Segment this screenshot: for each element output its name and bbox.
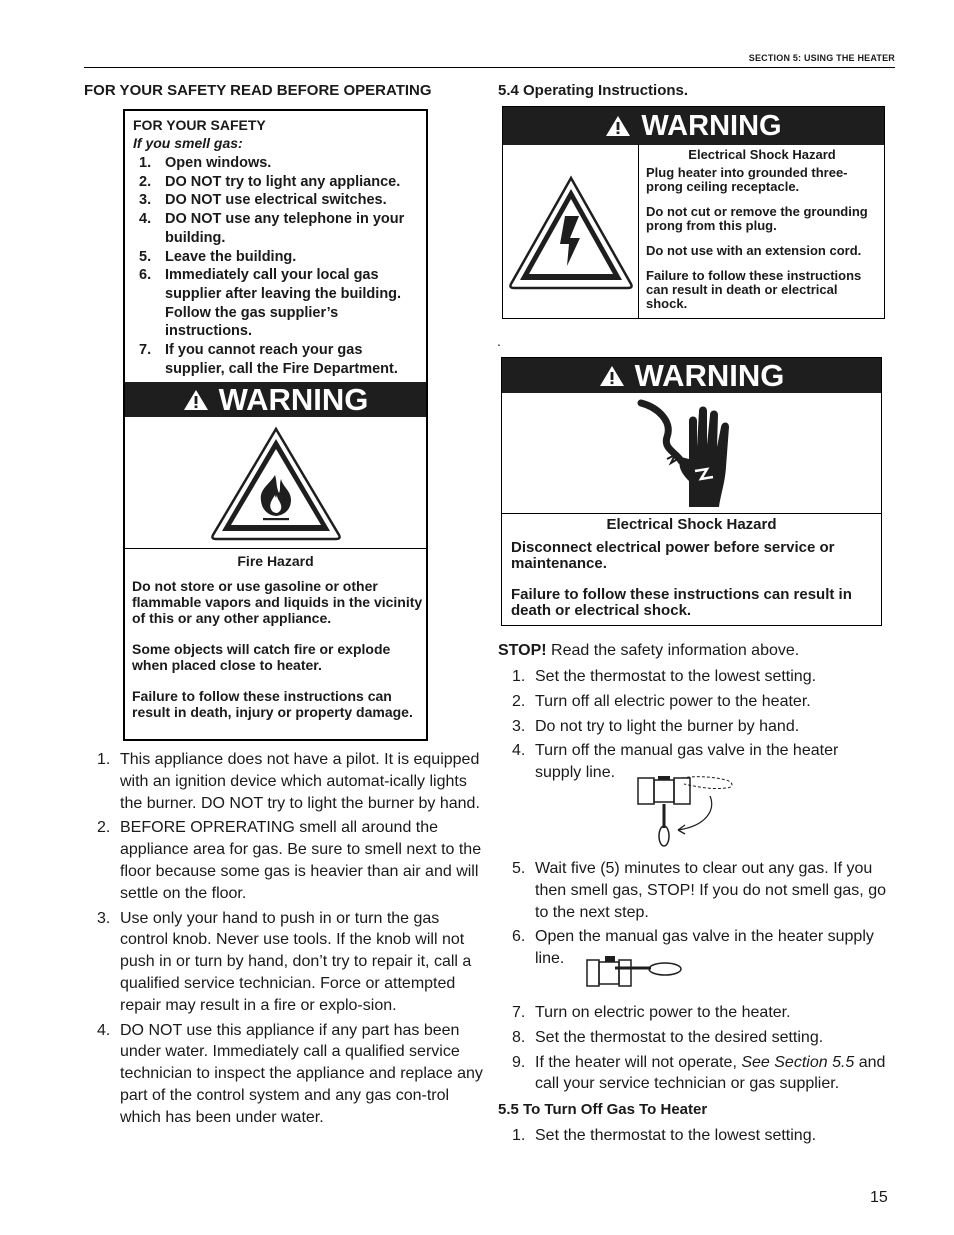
shock-symbol-cell: [503, 145, 639, 318]
list-item: 5. Leave the building.: [139, 248, 297, 265]
list-item: 1. Set the thermostat to the lowest setting.: [512, 1127, 817, 1144]
fire-hazard-title: Fire Hazard: [237, 553, 314, 569]
warning-label: WARNING: [218, 381, 369, 417]
list-item: 4. Turn off the manual gas valve in the heater supply line.: [512, 742, 839, 782]
paragraph: Failure to follow these instructions can result in death or electrical shock.: [646, 268, 862, 311]
operating-steps-list-a: [512, 666, 897, 787]
safety-instructions-list: [97, 749, 487, 1132]
header-rule: [84, 67, 895, 68]
stop-instruction: [498, 642, 799, 660]
warning-label: WARNING: [641, 109, 782, 142]
list-item: 6. Open the manual gas valve in the heater supply line.: [512, 928, 874, 968]
separator-dot: .: [497, 333, 501, 349]
safety-box-subtitle: If you smell gas:: [133, 135, 243, 151]
list-item: 3. Use only your hand to push in or turn the gas control knob. Never use tools. If the knob will not push in or turn by hand, don’t try to repair it, call a qualified service technician. Force or attempted repair may result in a fire or explo-sion.: [97, 909, 472, 1014]
warning-triangle-icon: [599, 365, 625, 387]
list-item: 1. Open windows.: [139, 155, 272, 171]
safety-steps-list: [139, 154, 425, 378]
fire-hazard-text: [132, 578, 424, 735]
electrical-hazard-title: Electrical Shock Hazard: [688, 147, 836, 162]
list-item: 3. Do not try to light the burner by hand.: [512, 717, 800, 735]
valve-closed-illustration: [630, 770, 740, 855]
paragraph: Do not use with an extension cord.: [646, 243, 862, 258]
turn-off-steps-list: [512, 1125, 897, 1150]
gas-valve-on-icon: [585, 952, 685, 994]
hand-shock-icon: [637, 397, 747, 509]
list-item: 7. If you cannot reach your gas supplier, call the Fire Department.: [139, 342, 398, 377]
paragraph: Failure to follow these instructions can result in death, injury or property damage.: [132, 688, 413, 720]
paragraph: Failure to follow these instructions can result in death or electrical shock.: [511, 586, 852, 619]
warning-triangle-icon: [605, 115, 631, 137]
list-item: 7. Turn on electric power to the heater.: [512, 1004, 791, 1021]
operating-instructions-heading: 5.4 Operating Instructions.: [498, 82, 689, 99]
paragraph: Do not cut or remove the grounding prong from this plug.: [646, 204, 868, 233]
electrical-warning-banner: [503, 107, 884, 145]
list-item: 4. DO NOT use this appliance if any part has been under water. Immediately call a qualified service technician to inspect the appliance and replace any part of the control system and any gas con-trol which has been under water.: [97, 1021, 483, 1126]
fire-hazard-symbol: [125, 417, 426, 549]
hand-shock-symbol: [502, 393, 881, 514]
valve-open-illustration: [585, 952, 685, 999]
list-item: 1. This appliance does not have a pilot. It is equipped with an ignition device which automat-ically lights the burner. DO NOT try to light the burner by hand.: [97, 751, 480, 812]
left-heading: FOR YOUR SAFETY READ BEFORE OPERATING: [84, 82, 432, 99]
list-item: 5. Wait five (5) minutes to clear out any gas. If you then smell gas, STOP! If you do not smell gas, go to the next step.: [512, 860, 886, 921]
turn-off-gas-heading: 5.5 To Turn Off Gas To Heater: [498, 1101, 708, 1118]
electrical-hazard-text-2: [511, 540, 876, 634]
stop-text: Read the safety information above.: [546, 642, 800, 659]
warning-label: WARNING: [634, 357, 785, 393]
electrical-hazard-title-2: Electrical Shock Hazard: [606, 516, 777, 533]
fire-warning-banner: [125, 382, 426, 417]
operating-steps-list-b: [512, 858, 897, 973]
operating-steps-list-c: [512, 1002, 897, 1098]
lightning-bolt-icon: [507, 172, 635, 292]
electrical-warning-banner-2: [502, 358, 881, 393]
list-item: 4. DO NOT use any telephone in your building.: [139, 211, 405, 246]
stop-label: STOP!: [498, 642, 547, 659]
list-item: 6. Immediately call your local gas supplier after leaving the building. Follow the gas supplier’s instructions.: [139, 267, 402, 340]
list-item: 2. DO NOT try to light any appliance.: [139, 173, 401, 190]
paragraph: Disconnect electrical power before service or maintenance.: [511, 539, 835, 572]
list-item: 1. Set the thermostat to the lowest setting.: [512, 668, 817, 685]
section-header: SECTION 5: USING THE HEATER: [748, 53, 895, 63]
list-item: 3. DO NOT use electrical switches.: [139, 192, 387, 209]
page-number: 15: [870, 1189, 888, 1206]
paragraph: Plug heater into grounded three-prong ceiling receptacle.: [646, 165, 848, 194]
paragraph: Some objects will catch fire or explode when placed close to heater.: [132, 641, 391, 673]
list-item: 2. BEFORE OPRERATING smell all around the appliance area for gas. Be sure to smell next to the floor because some gas is heavier than air and will settle on the floor.: [97, 819, 482, 902]
section-reference: See Section 5.5: [741, 1053, 855, 1071]
list-item: 2. Turn off all electric power to the heater.: [512, 692, 811, 710]
list-item: 8. Set the thermostat to the desired setting.: [512, 1028, 824, 1046]
warning-triangle-icon: [183, 389, 209, 411]
gas-valve-off-icon: [630, 770, 740, 850]
paragraph: Do not store or use gasoline or other flammable vapors and liquids in the vicinity of this or any other appliance.: [132, 578, 423, 626]
list-item: 9. If the heater will not operate, See Section 5.5 and call your service technician or gas supplier.: [512, 1053, 886, 1093]
flame-icon: [209, 423, 343, 543]
safety-box-title: FOR YOUR SAFETY: [133, 117, 266, 133]
electrical-hazard-text: [646, 166, 882, 322]
